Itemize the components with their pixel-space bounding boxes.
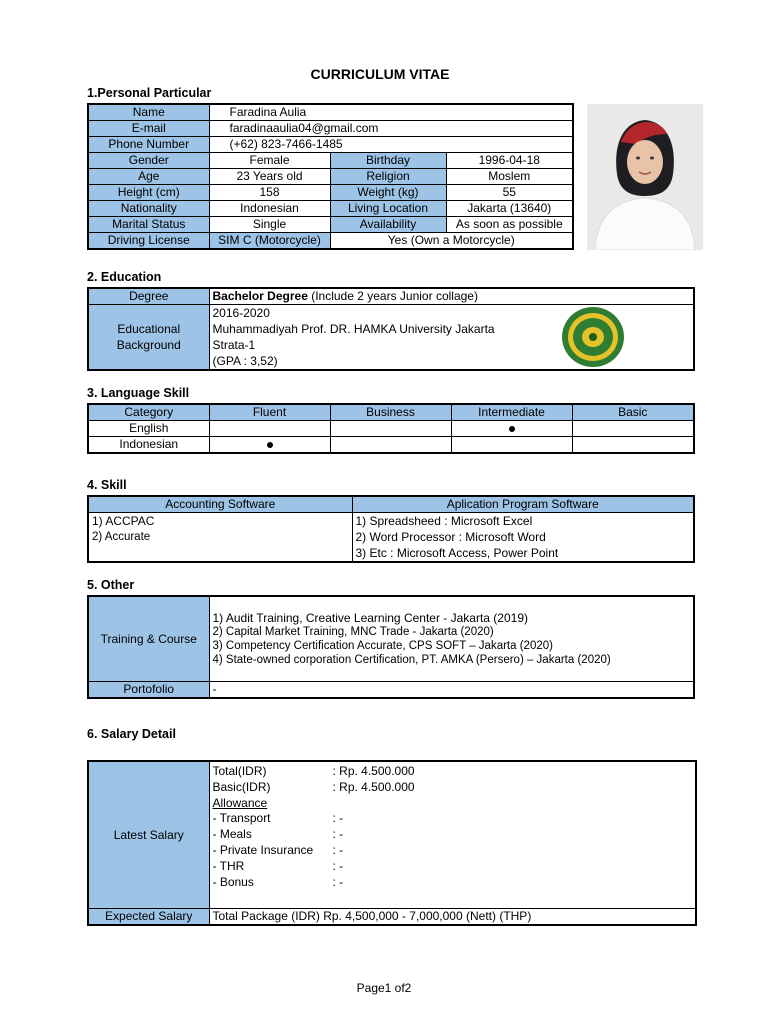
table-row <box>88 185 573 201</box>
latest-salary-label: Latest Salary <box>88 761 209 909</box>
table-row <box>88 121 573 137</box>
background-label <box>88 305 209 371</box>
other-table <box>87 595 695 699</box>
religion-label: Religion <box>330 169 446 185</box>
list-item: 1) ACCPAC <box>92 514 155 528</box>
birthday-label: Birthday <box>330 153 446 169</box>
list-item: 1) Spreadsheed : Microsoft Excel <box>355 514 533 528</box>
weight-value: 55 <box>446 185 573 201</box>
table-row <box>88 201 573 217</box>
age-value: 23 Years old <box>209 169 330 185</box>
list-item <box>213 843 693 859</box>
living-value: Jakarta (13640) <box>446 201 573 217</box>
section-personal-title: 1.Personal Particular <box>87 86 212 100</box>
list-item: 3) Etc : Microsoft Access, Power Point <box>355 546 559 560</box>
table-row <box>88 288 694 305</box>
training-list <box>209 596 694 682</box>
list-item <box>213 811 693 827</box>
expected-salary-value: Total Package (IDR) Rp. 4,500,000 - 7,000,000 (Nett) (THP) <box>209 909 696 926</box>
nationality-value: Indonesian <box>209 201 330 217</box>
portfolio-label: Portofolio <box>88 682 209 699</box>
english-intermediate-cell <box>451 421 572 437</box>
table-row <box>88 104 573 121</box>
table-row <box>88 217 573 233</box>
background-value <box>209 305 694 371</box>
program-header: Aplication Program Software <box>352 496 694 513</box>
gender-label: Gender <box>88 153 209 169</box>
email-label: E-mail <box>88 121 209 137</box>
name-label: Name <box>88 104 209 121</box>
university-seal-icon <box>561 306 625 368</box>
salary-total-label: Total(IDR) <box>212 764 267 778</box>
english-business-cell <box>330 421 451 437</box>
driving-value: SIM C (Motorcycle) <box>209 233 330 250</box>
allowance-value: : - <box>332 874 344 889</box>
portfolio-value: - <box>209 682 694 699</box>
salary-total-value: : Rp. 4.500.000 <box>332 764 415 778</box>
salary-basic-row <box>213 780 693 796</box>
degree-note: (Include 2 years Junior collage) <box>307 289 478 303</box>
height-label: Height (cm) <box>88 185 209 201</box>
vehicle-value: Yes (Own a Motorcycle) <box>330 233 573 250</box>
allowance-label: - Meals <box>212 827 252 842</box>
salary-table <box>87 760 697 926</box>
education-table <box>87 287 695 371</box>
language-header-intermediate: Intermediate <box>451 404 572 421</box>
list-item: 2) Word Processor : Microsoft Word <box>355 530 546 544</box>
list-item <box>213 875 693 891</box>
age-label: Age <box>88 169 209 185</box>
person-portrait-icon <box>587 104 703 250</box>
availability-label: Availability <box>330 217 446 233</box>
living-label: Living Location <box>330 201 446 217</box>
allowance-label: - Private Insurance <box>212 842 314 857</box>
english-fluent-cell <box>209 421 330 437</box>
marital-value: Single <box>209 217 330 233</box>
table-row <box>88 404 694 421</box>
education-university: Muhammadiyah Prof. DR. HAMKA University Jakarta <box>212 322 495 336</box>
profile-photo <box>587 104 703 250</box>
accounting-header: Accounting Software <box>88 496 352 513</box>
list-item <box>213 827 693 843</box>
allowance-heading: Allowance <box>212 795 268 810</box>
marital-label: Marital Status <box>88 217 209 233</box>
allowance-value: : - <box>332 827 344 842</box>
list-item: 1) Audit Training, Creative Learning Center - Jakarta (2019) <box>212 611 528 625</box>
height-value: 158 <box>209 185 330 201</box>
english-basic-cell <box>572 421 694 437</box>
section-education-title: 2. Education <box>87 270 162 284</box>
personal-table <box>87 103 574 250</box>
section-skill-title: 4. Skill <box>87 478 127 492</box>
email-value: faradinaaulia04@gmail.com <box>209 121 573 137</box>
gender-value: Female <box>209 153 330 169</box>
table-row <box>88 421 694 437</box>
expected-salary-label: Expected Salary <box>88 909 209 926</box>
language-name: English <box>88 421 209 437</box>
table-row <box>88 305 694 371</box>
language-header-basic: Basic <box>572 404 694 421</box>
birthday-value: 1996-04-18 <box>446 153 573 169</box>
latest-salary-details <box>209 761 696 909</box>
language-header-fluent: Fluent <box>209 404 330 421</box>
allowance-value: : - <box>332 811 344 826</box>
nationality-label: Nationality <box>88 201 209 217</box>
indonesian-fluent-cell <box>209 437 330 454</box>
document-title: CURRICULUM VITAE <box>310 66 450 82</box>
list-item: 2) Capital Market Training, MNC Trade - Jakarta (2020) <box>212 626 494 638</box>
table-row <box>88 496 694 513</box>
allowance-value: : - <box>332 858 344 873</box>
table-row <box>88 682 694 699</box>
background-label-line2: Background <box>116 338 181 352</box>
degree-label: Degree <box>88 288 209 305</box>
background-label-line1: Educational <box>117 322 181 336</box>
education-years: 2016-2020 <box>212 306 270 320</box>
program-list <box>352 513 694 563</box>
education-gpa: (GPA : 3,52) <box>212 354 278 368</box>
indonesian-business-cell <box>330 437 451 454</box>
language-header-category: Category <box>88 404 209 421</box>
allowance-value: : - <box>332 842 344 857</box>
table-row <box>88 169 573 185</box>
table-row <box>88 596 694 682</box>
name-value: Faradina Aulia <box>209 104 573 121</box>
table-row <box>88 437 694 454</box>
education-level: Strata-1 <box>212 338 256 352</box>
page-number: Page1 of2 <box>356 981 412 995</box>
phone-value: (+62) 823-7466-1485 <box>209 137 573 153</box>
salary-total-row <box>213 764 693 780</box>
table-row <box>88 909 696 926</box>
list-item: 2) Accurate <box>92 531 151 543</box>
list-item: 4) State-owned corporation Certification, PT. AMKA (Persero) – Jakarta (2020) <box>212 654 611 666</box>
indonesian-basic-cell <box>572 437 694 454</box>
section-other-title: 5. Other <box>87 578 135 592</box>
table-row <box>88 513 694 563</box>
language-table <box>87 403 695 454</box>
skill-table <box>87 495 695 563</box>
level-dot-icon <box>267 442 273 448</box>
table-row <box>88 761 696 909</box>
table-row <box>88 153 573 169</box>
language-header-business: Business <box>330 404 451 421</box>
section-language-title: 3. Language Skill <box>87 386 190 400</box>
salary-basic-label: Basic(IDR) <box>212 779 271 794</box>
level-dot-icon <box>509 426 515 432</box>
table-row <box>88 233 573 250</box>
list-item: 3) Competency Certification Accurate, CPS SOFT – Jakarta (2020) <box>212 640 553 652</box>
training-label: Training & Course <box>88 596 209 682</box>
availability-value: As soon as possible <box>446 217 573 233</box>
language-name: Indonesian <box>88 437 209 454</box>
section-salary-title: 6. Salary Detail <box>87 727 176 741</box>
religion-value: Moslem <box>446 169 573 185</box>
degree-name: Bachelor Degree <box>212 289 308 303</box>
driving-label: Driving License <box>88 233 209 250</box>
degree-value <box>209 288 694 305</box>
allowance-label: - Transport <box>212 811 271 826</box>
allowance-label: - Bonus <box>212 874 254 889</box>
allowance-label: - THR <box>212 858 245 873</box>
salary-basic-value: : Rp. 4.500.000 <box>332 779 415 794</box>
table-row <box>88 137 573 153</box>
accounting-list <box>88 513 352 563</box>
list-item <box>213 859 693 875</box>
indonesian-intermediate-cell <box>451 437 572 454</box>
phone-label: Phone Number <box>88 137 209 153</box>
weight-label: Weight (kg) <box>330 185 446 201</box>
